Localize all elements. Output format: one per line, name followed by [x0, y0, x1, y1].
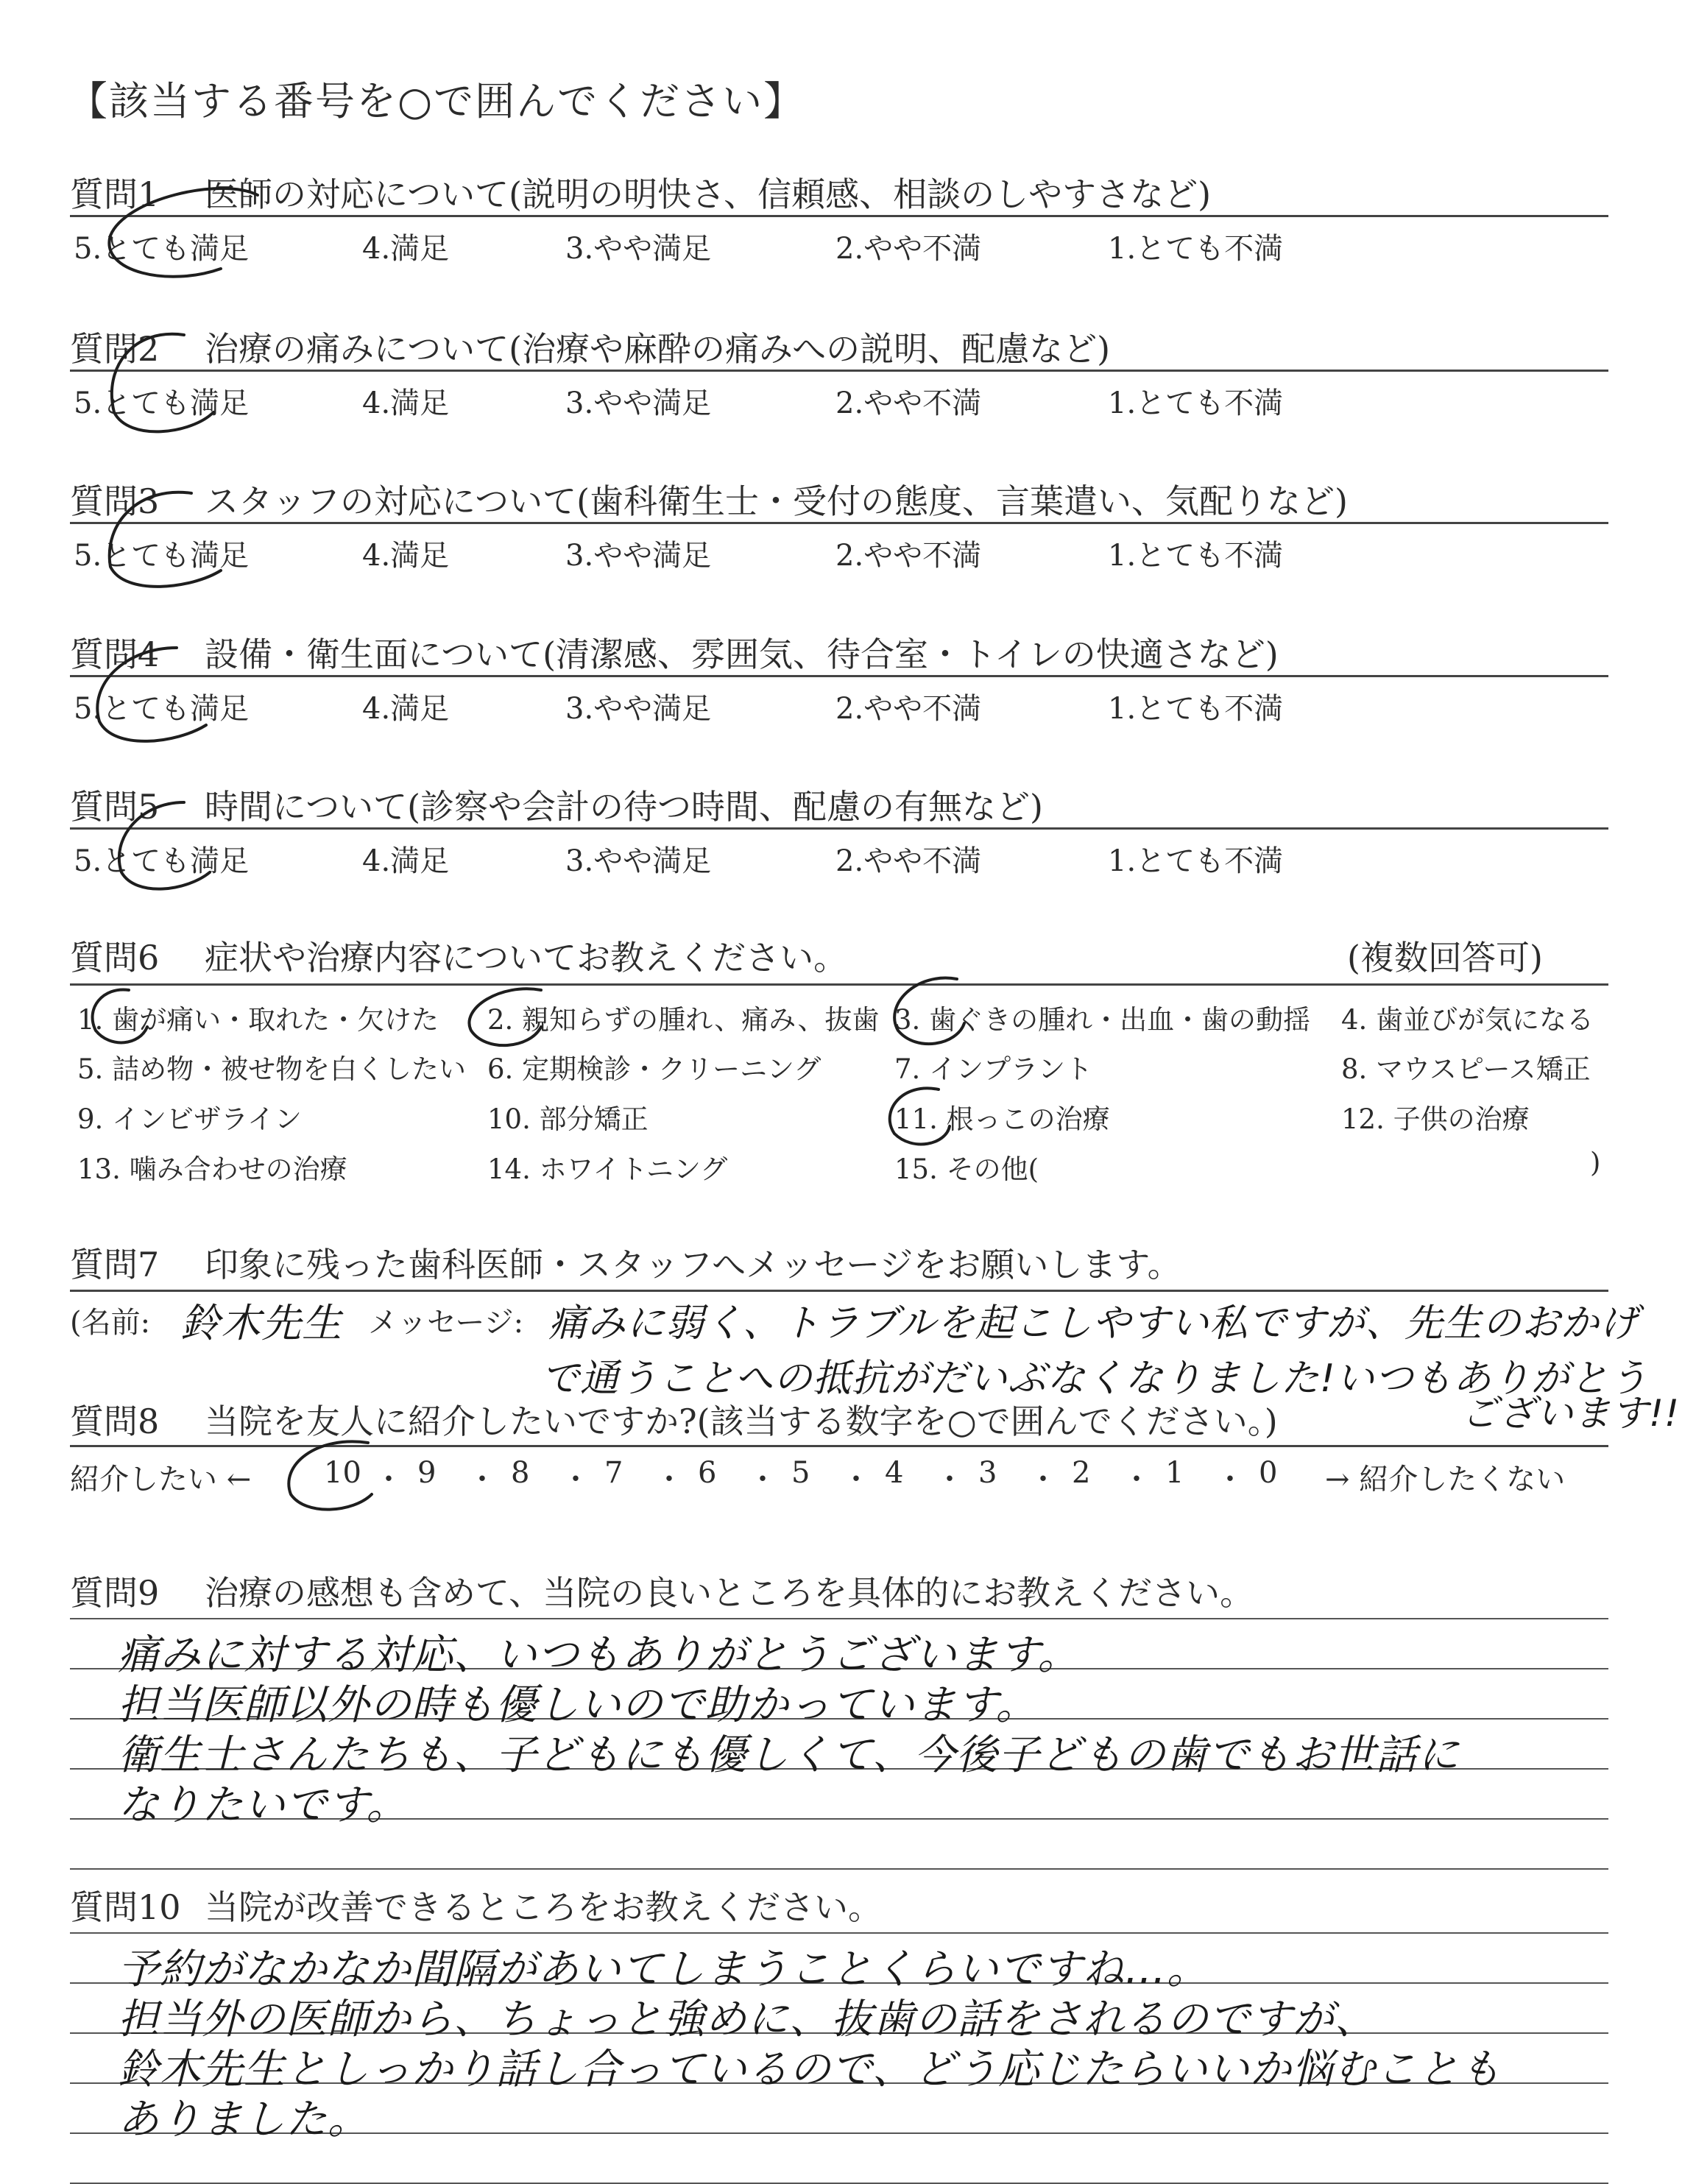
option-label: 満足: [390, 386, 450, 420]
option-number: 2.: [835, 539, 864, 573]
option-label: とても不満: [1136, 539, 1284, 573]
circle-q6-1: [93, 989, 147, 1042]
q8-scale-dot: ・: [374, 1463, 403, 1496]
q7-message-line2: で通うことへの抵抗がだいぶなくなりました!いつもありがとう: [541, 1357, 1648, 1401]
q8-scale-8[interactable]: 8: [511, 1456, 530, 1490]
q8-text: 当院を友人に紹介したいですか?(該当する数字を○で囲んでください。): [205, 1402, 1278, 1441]
option-number: 4.: [362, 539, 391, 573]
option-number: 3.: [565, 232, 594, 266]
form-title: 【該当する番号を○で囲んでください】: [68, 78, 805, 124]
option-label: とても不満: [1136, 232, 1284, 266]
option-label: やや満足: [593, 844, 712, 878]
q10-answer-line-4: ありました。: [118, 2096, 370, 2144]
option-number: 1.: [1108, 232, 1137, 266]
option-number: 5.: [74, 386, 102, 420]
q10-answer-line-3: 鈴木先生としっかり話し合っているので、どう応じたらいいか悩むことも: [118, 2046, 1502, 2093]
option-number: 4.: [362, 386, 391, 420]
option-number: 3.: [565, 844, 594, 878]
q8-scale-dot: ・: [561, 1463, 590, 1496]
circle-q6-11: [890, 1088, 950, 1144]
q10-label: 質問10: [70, 1887, 181, 1927]
q8-scale-dot: ・: [1215, 1463, 1245, 1496]
q8-scale-dot: ・: [1028, 1463, 1058, 1496]
option-label: とても不満: [1136, 692, 1284, 726]
q8-scale-5[interactable]: 5: [791, 1456, 810, 1490]
q8-scale-1[interactable]: 1: [1165, 1456, 1184, 1490]
option-label: とても満足: [102, 539, 250, 573]
option-number: 1.: [1108, 386, 1137, 420]
option-number: 4.: [362, 692, 391, 726]
q6-text: 症状や治療内容についてお教えください。: [205, 938, 848, 978]
option-label: とても満足: [102, 844, 250, 878]
q2-text: 治療の痛みについて(治療や麻酔の痛みへの説明、配慮など): [205, 329, 1111, 369]
q8-scale-2[interactable]: 2: [1072, 1456, 1091, 1490]
option-number: 5.: [74, 692, 102, 726]
q6-option-3[interactable]: 3. 歯ぐきの腫れ・出血・歯の動揺: [894, 1004, 1311, 1036]
circle-q8-10: [289, 1441, 372, 1509]
option-number: 2.: [835, 692, 864, 726]
option-number: 1.: [1108, 539, 1137, 573]
q4-text: 設備・衛生面について(清潔感、雰囲気、待合室・トイレの快適さなど): [205, 635, 1279, 674]
q8-scale-dot: ・: [467, 1463, 497, 1496]
q10-text: 当院が改善できるところをお教えください。: [205, 1887, 882, 1927]
q8-label: 質問8: [70, 1402, 160, 1441]
q3-text: スタッフの対応について(歯科衛生士・受付の態度、言葉遣い、気配りなど): [205, 481, 1348, 521]
q8-scale-9[interactable]: 9: [417, 1456, 437, 1490]
option-number: 3.: [565, 692, 594, 726]
answer-circles: [93, 188, 964, 1510]
option-label: やや満足: [593, 386, 712, 420]
option-label: 満足: [390, 844, 450, 878]
option-number: 2.: [835, 844, 864, 878]
option-label: やや満足: [593, 232, 712, 266]
option-label: 満足: [390, 539, 450, 573]
option-number: 3.: [565, 386, 594, 420]
option-number: 5.: [74, 232, 102, 266]
q6-label: 質問6: [70, 938, 160, 978]
q2-label: 質問2: [70, 329, 160, 369]
q6-option-14[interactable]: 14. ホワイトニング: [487, 1153, 728, 1185]
q6-option-2[interactable]: 2. 親知らずの腫れ、痛み、抜歯: [487, 1004, 880, 1036]
q6-option-9[interactable]: 9. インビザライン: [77, 1103, 302, 1135]
q1-label: 質問1: [70, 174, 160, 214]
q9-label: 質問9: [70, 1573, 160, 1613]
q8-scale-dot: ・: [841, 1463, 871, 1496]
circle-q3-5: [110, 492, 221, 587]
q8-scale-dot: ・: [748, 1463, 777, 1496]
q6-option-8[interactable]: 8. マウスピース矯正: [1341, 1053, 1591, 1085]
option-label: とても満足: [102, 232, 250, 266]
q6-option-6[interactable]: 6. 定期検診・クリーニング: [487, 1053, 822, 1085]
option-label: やや満足: [593, 539, 712, 573]
option-label: やや不満: [863, 232, 982, 266]
q6-option-10[interactable]: 10. 部分矯正: [487, 1103, 649, 1135]
q9-text: 治療の感想も含めて、当院の良いところを具体的にお教えください。: [205, 1573, 1254, 1613]
q6-option-13[interactable]: 13. 噛み合わせの治療: [77, 1153, 347, 1185]
q8-scale-dot: ・: [654, 1463, 684, 1496]
option-number: 1.: [1108, 844, 1137, 878]
option-number: 1.: [1108, 692, 1137, 726]
option-number: 5.: [74, 844, 102, 878]
q7-name-value: 鈴木先生: [180, 1300, 342, 1346]
q8-scale-10[interactable]: 10: [324, 1456, 361, 1490]
option-label: 満足: [390, 232, 450, 266]
q7-label: 質問7: [70, 1245, 160, 1284]
circle-q4-5: [97, 648, 206, 741]
q7-message-label: メッセージ:: [368, 1306, 524, 1340]
option-label: 満足: [390, 692, 450, 726]
q6-option-12[interactable]: 12. 子供の治療: [1341, 1103, 1530, 1135]
option-label: やや不満: [863, 539, 982, 573]
circle-q2-5: [112, 334, 213, 432]
q3-label: 質問3: [70, 481, 160, 521]
q9-answer-line-4: なりたいです。: [118, 1781, 409, 1829]
q6-option-11[interactable]: 11. 根っこの治療: [894, 1103, 1110, 1135]
option-label: やや不満: [863, 692, 982, 726]
q9-answer-line-2: 担当医師以外の時も優しいので助かっています。: [118, 1681, 1038, 1729]
q4-label: 質問4: [70, 635, 160, 674]
q5-label: 質問5: [70, 787, 160, 827]
option-number: 2.: [835, 386, 864, 420]
q1-text: 医師の対応について(説明の明快さ、信頼感、相談のしやすさなど): [205, 174, 1212, 214]
option-number: 2.: [835, 232, 864, 266]
q10-answer-line-2: 担当外の医師から、ちょっと強めに、抜歯の話をされるのですが、: [118, 1996, 1377, 2043]
option-label: やや不満: [863, 844, 982, 878]
q7-text: 印象に残った歯科医師・スタッフへメッセージをお願いします。: [205, 1245, 1181, 1284]
q8-scale-4[interactable]: 4: [885, 1456, 904, 1490]
q6-option-7[interactable]: 7. インプラント: [894, 1053, 1093, 1085]
option-label: とても満足: [102, 692, 250, 726]
q8-scale-3[interactable]: 3: [978, 1456, 997, 1490]
q8-scale-dot: ・: [935, 1463, 964, 1496]
option-number: 4.: [362, 232, 391, 266]
circle-q1-5: [109, 188, 258, 277]
circle-q5-5: [119, 802, 210, 889]
q8-right-label: → 紹介したくない: [1325, 1463, 1566, 1496]
q8-scale-0[interactable]: 0: [1259, 1456, 1278, 1490]
circle-q6-2: [469, 989, 541, 1045]
q6-option-15[interactable]: 15. その他(: [894, 1153, 1039, 1185]
option-label: とても不満: [1136, 844, 1284, 878]
option-label: とても不満: [1136, 386, 1284, 420]
option-label: やや満足: [593, 692, 712, 726]
q8-scale-dot: ・: [1122, 1463, 1151, 1496]
q9-answer-line-1: 痛みに対する対応、いつもありがとうございます。: [118, 1631, 1080, 1679]
q8-scale-7[interactable]: 7: [604, 1456, 623, 1490]
q6-option-4[interactable]: 4. 歯並びが気になる: [1341, 1004, 1594, 1036]
option-label: とても満足: [102, 386, 250, 420]
option-label: やや不満: [863, 386, 982, 420]
option-number: 5.: [74, 539, 102, 573]
q10-answer-line-1: 予約がなかなか間隔があいてしまうことくらいですね…。: [118, 1946, 1209, 1993]
q9-answer-line-3: 衛生士さんたちも、子どもにも優しくて、今後子どもの歯でもお世話に: [118, 1731, 1460, 1779]
circle-q6-3: [894, 978, 964, 1045]
q7-message-line3: ございます!!: [1461, 1392, 1681, 1435]
q5-text: 時間について(診察や会計の待つ時間、配慮の有無など): [205, 787, 1043, 827]
option-number: 4.: [362, 844, 391, 878]
q7-name-label: (名前:: [70, 1306, 151, 1340]
q8-left-label: 紹介したい ←: [70, 1463, 252, 1496]
q6-other-close: ): [1590, 1147, 1601, 1178]
option-number: 3.: [565, 539, 594, 573]
q6-option-5[interactable]: 5. 詰め物・被せ物を白くしたい: [77, 1053, 467, 1085]
q6-note: (複数回答可): [1347, 938, 1543, 978]
q7-message-line1: 痛みに弱く、トラブルを起こしやすい私ですが、先生のおかげ: [548, 1301, 1639, 1346]
q8-scale-6[interactable]: 6: [698, 1456, 717, 1490]
q6-option-1[interactable]: 1. 歯が痛い・取れた・欠けた: [77, 1004, 439, 1036]
